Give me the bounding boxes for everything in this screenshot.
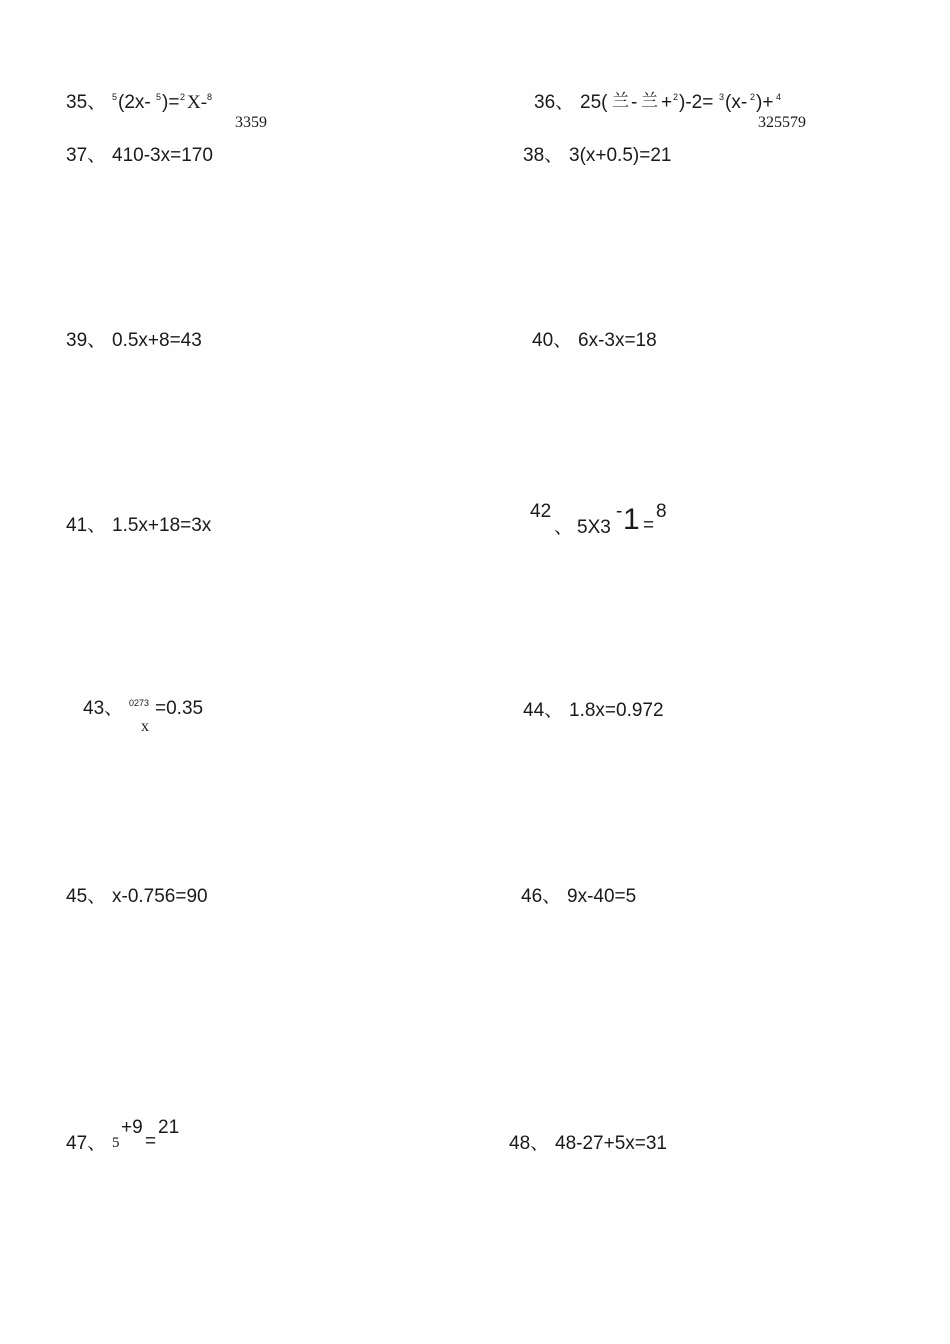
equation-part: (2x- — [118, 92, 151, 113]
equation-part: 5X3 — [577, 517, 611, 538]
denominator: x — [141, 718, 149, 735]
superscript: 3 — [719, 92, 725, 102]
equation: 6x-3x=18 — [578, 330, 657, 351]
equation: 1.5x+18=3x — [112, 515, 212, 536]
problem-number: 48、 — [509, 1133, 550, 1154]
equation-part: 1 — [623, 503, 640, 536]
equation-part: 21 — [158, 1117, 180, 1138]
superscript: 2 — [750, 92, 756, 102]
denominator: 5 — [112, 1135, 120, 1151]
equation-part: - — [631, 92, 638, 113]
equation-part: +9 — [121, 1117, 143, 1138]
superscript: 8 — [207, 92, 213, 102]
equation-part: )= — [162, 92, 180, 113]
problem-number: 46、 — [521, 886, 562, 907]
equation-part: - — [616, 501, 623, 522]
numerator: 0273 — [129, 698, 150, 708]
equation-part: )-2= — [679, 92, 714, 113]
superscript: 2 — [180, 92, 186, 102]
problem-number: 43、 — [83, 698, 124, 719]
equation-part: X- — [187, 92, 208, 113]
equation: 1.8x=0.972 — [569, 700, 664, 721]
equation-part: 25( — [580, 92, 608, 113]
equation: x-0.756=90 — [112, 886, 208, 907]
equation-part: (x- — [725, 92, 748, 113]
equation-part: = — [145, 1131, 157, 1152]
problem-number: 45、 — [66, 886, 107, 907]
problem-number: 42 — [530, 501, 552, 522]
problem-number: 38、 — [523, 145, 564, 166]
denominators: 325579 — [758, 114, 806, 131]
problem-number: 39、 — [66, 330, 107, 351]
equation: 3(x+0.5)=21 — [569, 145, 672, 166]
equation: 9x-40=5 — [567, 886, 637, 907]
problem-number: 41、 — [66, 515, 107, 536]
problem-number: 44、 — [523, 700, 564, 721]
problem-number: 37、 — [66, 145, 107, 166]
superscript: 4 — [776, 92, 782, 102]
problem-number: 40、 — [532, 330, 573, 351]
equation-part: = — [643, 515, 655, 536]
problem-number: 35、 — [66, 92, 107, 113]
superscript: 8 — [656, 501, 667, 522]
equation: 0.5x+8=43 — [112, 330, 202, 351]
superscript: 5 — [112, 92, 118, 102]
equation-part: + — [661, 92, 673, 113]
equation-part: 兰 — [641, 91, 658, 111]
superscript: 2 — [673, 92, 679, 102]
problem-number: 47、 — [66, 1133, 107, 1154]
equation: 48-27+5x=31 — [555, 1133, 667, 1154]
equation-part: )+ — [756, 92, 774, 113]
equation: 410-3x=170 — [112, 145, 213, 166]
separator: 、 — [554, 517, 574, 538]
superscript: 5 — [156, 92, 162, 102]
equation-part: 兰 — [612, 91, 629, 111]
problem-number: 36、 — [534, 92, 575, 113]
equation: =0.35 — [155, 698, 204, 719]
denominators: 3359 — [235, 114, 267, 131]
